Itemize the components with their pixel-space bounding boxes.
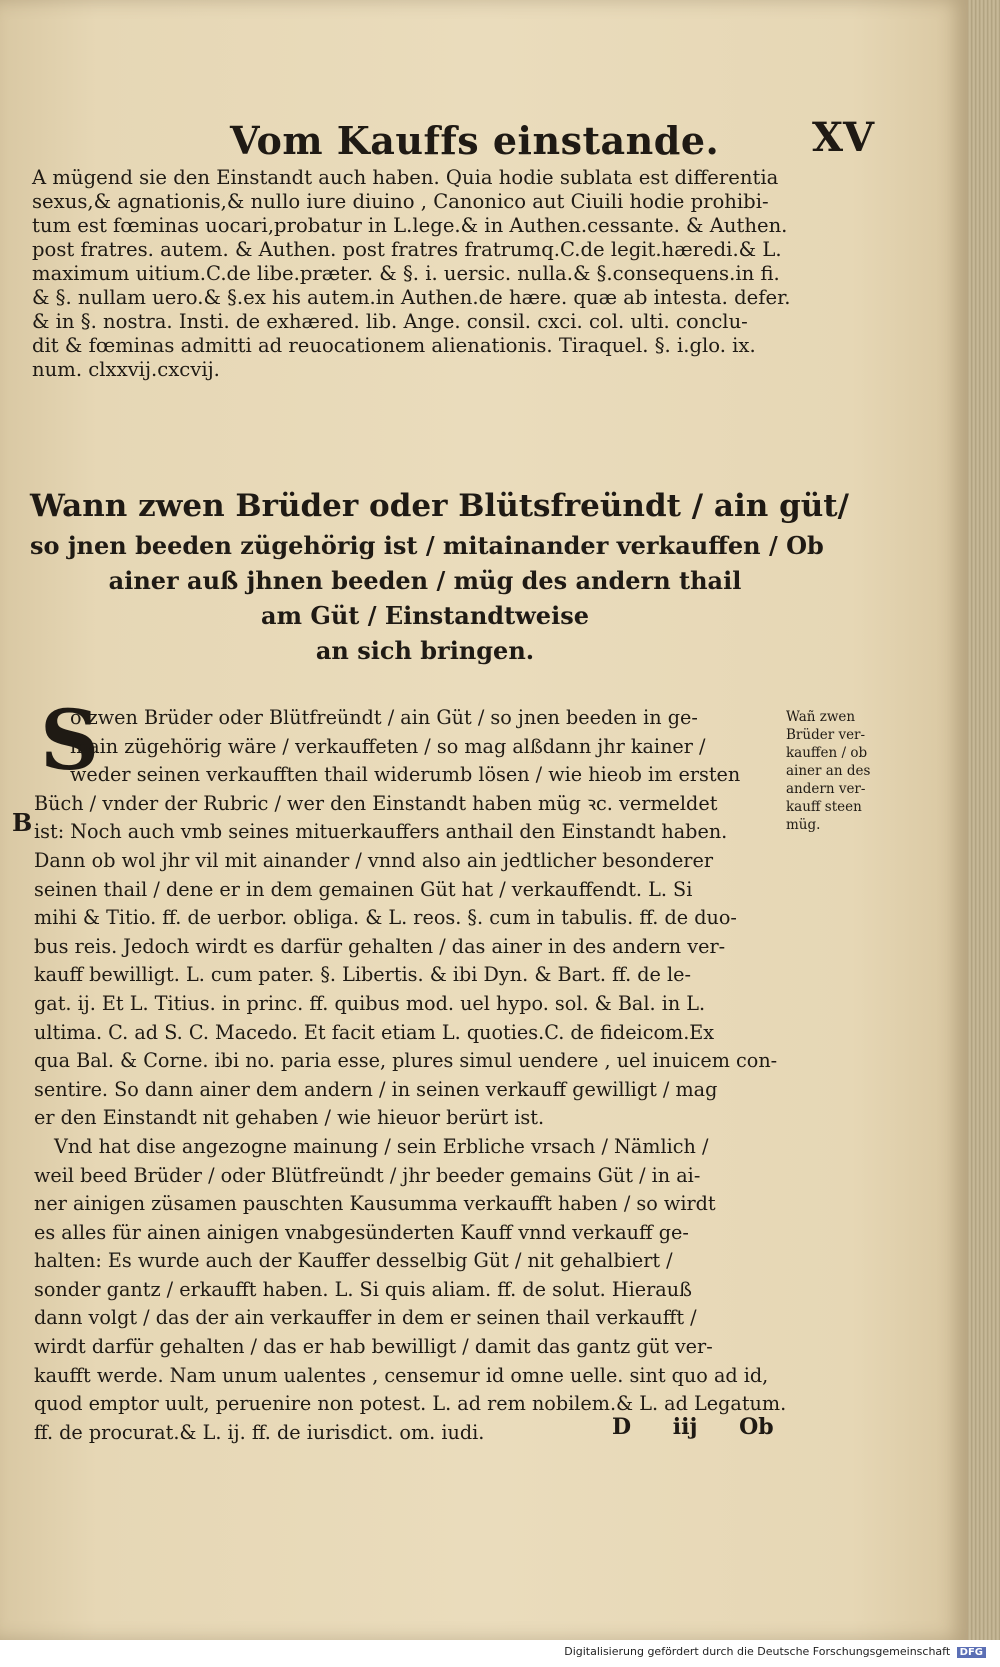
signature-letter: D: [612, 1414, 632, 1440]
text-line: ner ainigen züsamen pauschten Kausumma verkaufft haben / so wirdt: [34, 1192, 716, 1216]
section-heading: [30, 484, 849, 668]
footer-text: Digitalisierung gefördert durch die Deutsche Forschungsgemeinschaft: [564, 1645, 951, 1658]
page-edge: [968, 0, 1000, 1640]
text-block-latin: [32, 166, 888, 382]
text-line: qua Bal. & Corne. ibi no. paria esse, plures simul uendere , uel inuicem con-: [34, 1049, 778, 1073]
text-line: Vnd hat dise angezogne mainung / sein Erbliche vrsach / Nämlich /: [54, 1134, 709, 1158]
text-line: weder seinen verkaufften thail widerumb lösen / wie hieob im ersten: [70, 763, 741, 787]
text-line: & in §. nostra. Insti. de exhæred. lib. Ange. consil. cxci. col. ulti. conclu-: [32, 310, 748, 333]
text-line: er den Einstandt nit gehaben / wie hieuor berürt ist.: [34, 1106, 545, 1130]
margin-note-line: ainer an des: [786, 763, 871, 779]
text-line: halten: Es wurde auch der Kauffer desselbig Güt / nit gehalbiert /: [34, 1249, 673, 1273]
catchword: Ob: [739, 1414, 774, 1440]
heading-line: am Güt / Einstandtweise: [261, 601, 589, 630]
text-line: sonder gantz / erkaufft haben. L. Si quis aliam. ff. de solut. Hierauß: [34, 1277, 692, 1301]
margin-note: [786, 708, 896, 834]
signature-number: iij: [672, 1414, 698, 1440]
dfg-logo: DFG: [957, 1647, 986, 1658]
running-head: Vom Kauffs einstande.: [230, 118, 720, 163]
text-line: es alles für ainen ainigen vnabgesünderten Kauff vnnd verkauff ge-: [34, 1220, 689, 1244]
text-line: quod emptor uult, peruenire non potest. L. ad rem nobilem.& L. ad Legatum.: [34, 1392, 787, 1416]
text-line: ultima. C. ad S. C. Macedo. Et facit etiam L. quoties.C. de fideicom.Ex: [34, 1020, 715, 1044]
text-line: Büch / vnder der Rubric / wer den Einstandt haben müg ꝛc. vermeldet: [34, 791, 718, 815]
text-line: maximum uitium.C.de libe.præter. & §. i. uersic. nulla.& §.consequens.in fi.: [32, 262, 780, 285]
text-line: num. clxxvij.cxcvij.: [32, 358, 220, 381]
heading-line: an sich bringen.: [315, 636, 535, 665]
text-line: sentire. So dann ainer dem andern / in seinen verkauff gewilligt / mag: [34, 1077, 718, 1101]
text-line: main zügehörig wäre / verkauffeten / so mag alßdann jhr kainer /: [70, 734, 706, 758]
text-line: gat. ij. Et L. Titius. in princ. ff. quibus mod. uel hypo. sol. & Bal. in L.: [34, 991, 706, 1015]
text-line: wirdt darfür gehalten / das er hab bewilligt / damit das gantz güt ver-: [34, 1335, 713, 1359]
margin-note-line: müg.: [786, 817, 821, 833]
text-line: o zwen Brüder oder Blütfreündt / ain Güt / so jnen beeden in ge-: [70, 706, 698, 729]
folio-number: XV: [812, 114, 875, 161]
text-line: seinen thail / dene er in dem gemainen Güt hat / verkauffendt. L. Si: [34, 877, 693, 901]
margin-note-line: Brüder ver-: [786, 727, 866, 743]
text-line: ff. de procurat.& L. ij. ff. de iurisdict. om. iudi.: [34, 1420, 485, 1444]
text-line: bus reis. Jedoch wirdt es darfür gehalten / das ainer in des andern ver-: [34, 934, 726, 958]
text-line: Dann ob wol jhr vil mit ainander / vnnd also ain jedtlicher besonderer: [34, 848, 713, 872]
margin-note-line: kauffen / ob: [786, 745, 868, 761]
text-line: dit & fœminas admitti ad reuocationem alienationis. Tiraquel. §. i.glo. ix.: [32, 334, 756, 357]
drop-capital: S: [40, 693, 100, 789]
text-line: kauff bewilligt. L. cum pater. §. Libertis. & ibi Dyn. & Bart. ff. de le-: [34, 963, 691, 987]
text-line: post fratres. autem. & Authen. post fratres fratrumq.C.de legit.hæredi.& L.: [32, 238, 782, 261]
text-line: A mügend sie den Einstandt auch haben. Quia hodie sublata est differentia: [32, 166, 779, 189]
text-block-main: [34, 704, 794, 1447]
margin-note-line: kauff steen: [786, 799, 862, 815]
text-line: kaufft werde. Nam unum ualentes , censemur id omne uelle. sint quo ad id,: [34, 1363, 769, 1387]
heading-line: so jnen beeden zügehörig ist / mitainander verkauffen / Ob: [30, 531, 824, 560]
text-line: dann volgt / das der ain verkauffer in dem er seinen thail verkaufft /: [34, 1306, 697, 1330]
text-line: tum est fœminas uocari,probatur in L.lege.& in Authen.cessante. & Authen.: [32, 214, 788, 237]
text-line: sexus,& agnationis,& nullo iure diuino , Canonico aut Ciuili hodie prohibi-: [32, 190, 769, 213]
margin-marker: B: [12, 808, 33, 837]
margin-note-line: Wañ zwen: [786, 709, 856, 725]
digitization-footer: [564, 1645, 986, 1658]
text-line: weil beed Brüder / oder Blütfreündt / jhr beeder gemains Güt / in ai-: [34, 1163, 701, 1187]
heading-line: ainer auß jhnen beeden / müg des andern thail: [108, 566, 742, 595]
text-line: & §. nullam uero.& §.ex his autem.in Authen.de hære. quæ ab intesta. defer.: [32, 286, 791, 309]
heading-line: Wann zwen Brüder oder Blütsfreündt / ain güt/: [30, 488, 849, 524]
signature-catchword: [612, 1414, 808, 1440]
text-line: ist: Noch auch vmb seines mituerkauffers anthail den Einstandt haben.: [34, 820, 728, 844]
margin-note-line: andern ver-: [786, 781, 866, 797]
text-line: mihi & Titio. ff. de uerbor. obliga. & L. reos. §. cum in tabulis. ff. de duo-: [34, 906, 737, 930]
